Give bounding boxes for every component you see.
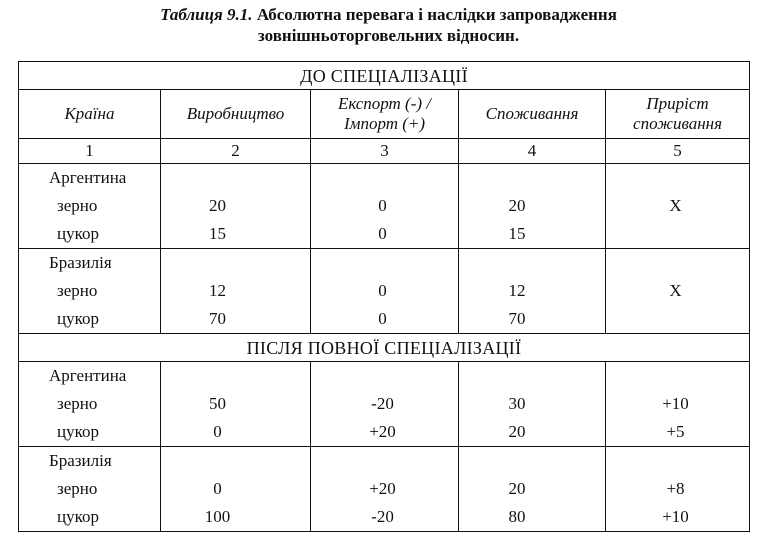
caption-label: Таблиця 9.1. bbox=[160, 5, 253, 24]
production-value: 0 bbox=[161, 475, 311, 503]
consumption-value: 70 bbox=[459, 305, 606, 334]
header-consumption-growth bbox=[606, 90, 750, 139]
trade-table bbox=[18, 61, 750, 532]
header-export: Експорт (-) / bbox=[338, 94, 431, 113]
consumption-value: 20 bbox=[459, 192, 606, 220]
country-name: Бразилія bbox=[19, 249, 161, 278]
country-name: Аргентина bbox=[19, 362, 161, 391]
table-row bbox=[19, 305, 750, 334]
column-number-row bbox=[19, 139, 750, 164]
country-row bbox=[19, 362, 750, 391]
trade-value: -20 bbox=[311, 503, 459, 532]
growth-value bbox=[606, 220, 750, 249]
growth-value: X bbox=[606, 277, 750, 305]
section-header-row bbox=[19, 334, 750, 362]
column-number: 2 bbox=[161, 139, 311, 164]
header-growth-1: Приріст bbox=[646, 94, 709, 113]
production-value: 20 bbox=[161, 192, 311, 220]
trade-value: 0 bbox=[311, 277, 459, 305]
table-row bbox=[19, 277, 750, 305]
good-name: зерно bbox=[19, 192, 161, 220]
section-title: ПІСЛЯ ПОВНОЇ СПЕЦІАЛІЗАЦІЇ bbox=[19, 334, 750, 362]
good-name: зерно bbox=[19, 475, 161, 503]
growth-value: +8 bbox=[606, 475, 750, 503]
good-name: цукор bbox=[19, 305, 161, 334]
country-row bbox=[19, 164, 750, 193]
header-growth-2: споживання bbox=[633, 114, 722, 133]
column-number: 5 bbox=[606, 139, 750, 164]
table-row bbox=[19, 418, 750, 447]
growth-value: X bbox=[606, 192, 750, 220]
consumption-value: 20 bbox=[459, 418, 606, 447]
good-name: зерно bbox=[19, 277, 161, 305]
growth-value: +5 bbox=[606, 418, 750, 447]
header-consumption: Споживання bbox=[459, 90, 606, 139]
country-row bbox=[19, 249, 750, 278]
section-title: ДО СПЕЦІАЛІЗАЦІЇ bbox=[19, 62, 750, 90]
consumption-value: 20 bbox=[459, 475, 606, 503]
table-row bbox=[19, 390, 750, 418]
trade-value: 0 bbox=[311, 220, 459, 249]
section-header-row bbox=[19, 62, 750, 90]
trade-value: 0 bbox=[311, 305, 459, 334]
production-value: 15 bbox=[161, 220, 311, 249]
table-row bbox=[19, 475, 750, 503]
good-name: цукор bbox=[19, 503, 161, 532]
table-row bbox=[19, 503, 750, 532]
country-name: Бразилія bbox=[19, 447, 161, 476]
column-header-row bbox=[19, 90, 750, 139]
header-production: Виробництво bbox=[161, 90, 311, 139]
good-name: цукор bbox=[19, 220, 161, 249]
header-country: Країна bbox=[19, 90, 161, 139]
header-import: Імпорт (+) bbox=[343, 114, 426, 133]
column-number: 4 bbox=[459, 139, 606, 164]
consumption-value: 30 bbox=[459, 390, 606, 418]
header-export-import bbox=[311, 90, 459, 139]
consumption-value: 80 bbox=[459, 503, 606, 532]
trade-value: +20 bbox=[311, 418, 459, 447]
production-value: 50 bbox=[161, 390, 311, 418]
country-name: Аргентина bbox=[19, 164, 161, 193]
table-caption bbox=[0, 4, 777, 46]
trade-value: +20 bbox=[311, 475, 459, 503]
caption-line-1 bbox=[0, 4, 777, 25]
table-row bbox=[19, 192, 750, 220]
caption-line-2: зовнішньоторговельних відносин. bbox=[257, 26, 520, 45]
trade-value: -20 bbox=[311, 390, 459, 418]
column-number: 1 bbox=[19, 139, 161, 164]
good-name: цукор bbox=[19, 418, 161, 447]
consumption-value: 12 bbox=[459, 277, 606, 305]
column-number: 3 bbox=[311, 139, 459, 164]
consumption-value: 15 bbox=[459, 220, 606, 249]
production-value: 100 bbox=[161, 503, 311, 532]
growth-value bbox=[606, 305, 750, 334]
country-row bbox=[19, 447, 750, 476]
growth-value: +10 bbox=[606, 503, 750, 532]
trade-value: 0 bbox=[311, 192, 459, 220]
production-value: 12 bbox=[161, 277, 311, 305]
production-value: 0 bbox=[161, 418, 311, 447]
growth-value: +10 bbox=[606, 390, 750, 418]
production-value: 70 bbox=[161, 305, 311, 334]
good-name: зерно bbox=[19, 390, 161, 418]
table-row bbox=[19, 220, 750, 249]
caption-title-1: Абсолютна перевага і наслідки запровадження bbox=[256, 5, 617, 24]
